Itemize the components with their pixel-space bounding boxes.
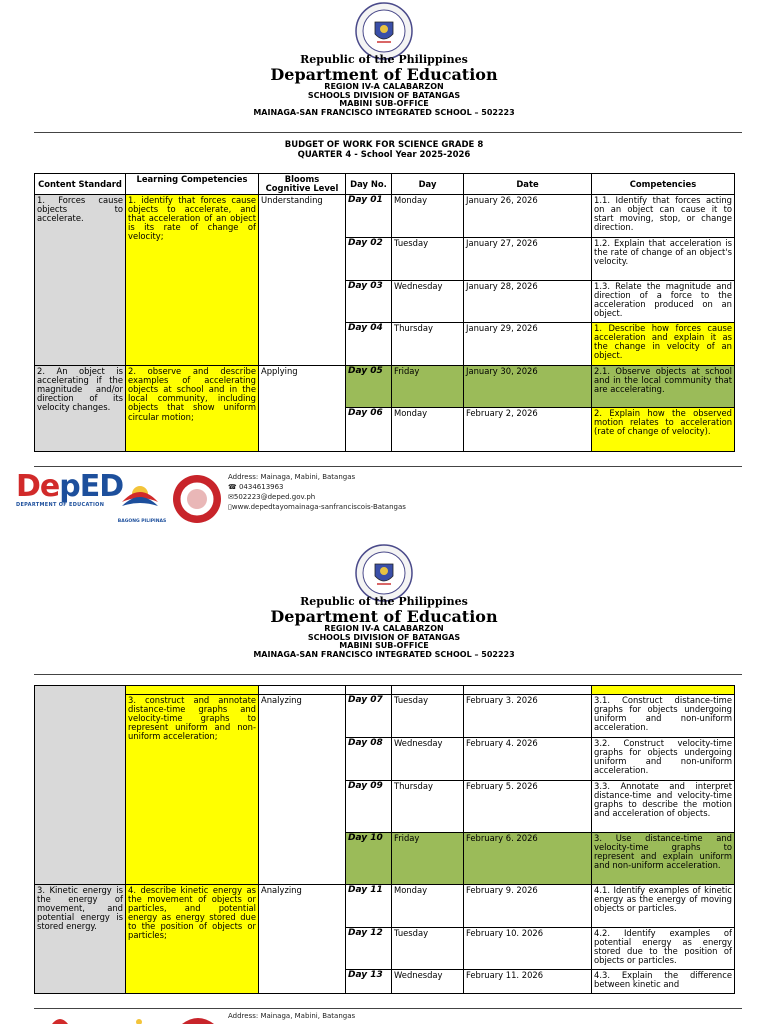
- day-no-cell: Day 06: [346, 408, 392, 452]
- deped-logo-partial-icon: [50, 1014, 70, 1024]
- budget-title: [0, 141, 768, 161]
- footer-website: ▯www.depedtayomainaga-sanfranciscois-Batangas: [228, 503, 406, 512]
- footer-address: Address: Mainaga, Mabini, Batangas: [228, 473, 356, 481]
- day-no-cell: Day 11: [346, 885, 392, 928]
- blooms-cell: [259, 686, 346, 695]
- blooms-cell: Analyzing: [259, 885, 346, 994]
- competency-cell: 1. Describe how forces cause acceleration and explain it as the change in velocity of an object.: [592, 323, 735, 366]
- suboffice-line: MABINI SUB-OFFICE: [339, 99, 429, 109]
- region-line: REGION IV-A CALABARZON: [324, 624, 444, 634]
- competency-cell: [592, 686, 735, 695]
- col-competencies: Competencies: [592, 174, 735, 195]
- date-cell: February 3. 2026: [464, 695, 592, 738]
- date-cell: [464, 686, 592, 695]
- department-line: Department of Education: [270, 64, 498, 84]
- competency-cell: 3.1. Construct distance-time graphs for objects undergoing uniform and non-uniform acceleration.: [592, 695, 735, 738]
- school-seal-icon: [172, 474, 222, 524]
- division-line: SCHOOLS DIVISION OF BATANGAS: [307, 90, 461, 100]
- learning-competency-cell: 2. observe and describe examples of accelerating objects at school and in the local community, including objects that show uniform circular motion;: [126, 366, 259, 452]
- col-learning-competencies: Learning Competencies: [126, 174, 259, 195]
- date-cell: February 4. 2026: [464, 738, 592, 781]
- date-cell: February 6. 2026: [464, 833, 592, 885]
- footer-contact: [228, 1011, 355, 1021]
- day-no-cell: Day 10: [346, 833, 392, 885]
- title-line-1: BUDGET OF WORK FOR SCIENCE GRADE 8: [284, 140, 484, 150]
- footer-address: Address: Mainaga, Mabini, Batangas: [228, 1012, 356, 1020]
- learning-competency-cell: 4. describe kinetic energy as the movement of objects or particles, and potential energy as energy stored due to the position of objects or particles;: [126, 885, 259, 994]
- day-no-cell: Day 07: [346, 695, 392, 738]
- competency-cell: 3.2. Construct velocity-time graphs for objects undergoing uniform and non-uniform acceleration.: [592, 738, 735, 781]
- division-line: SCHOOLS DIVISION OF BATANGAS: [307, 632, 461, 642]
- footer-phone: ☎ 0434613963: [228, 483, 284, 492]
- header-rule: [34, 132, 742, 133]
- blooms-cell: Analyzing: [259, 695, 346, 885]
- table-row: [35, 695, 735, 738]
- budget-table-page-1: [34, 173, 735, 452]
- table-row: [35, 366, 735, 408]
- day-cell: Tuesday: [392, 928, 464, 970]
- day-cell: Monday: [392, 408, 464, 452]
- deped-seal-icon: [355, 544, 413, 602]
- footer-email: ✉502223@deped.gov.ph: [228, 493, 316, 502]
- budget-table-page-2: [34, 685, 735, 994]
- day-no-cell: Day 09: [346, 781, 392, 833]
- letterhead: [0, 596, 768, 659]
- day-no-cell: Day 08: [346, 738, 392, 781]
- learning-competency-cell: 1. identify that forces cause objects to accelerate, and that acceleration of an object is its rate of change of velocity;: [126, 195, 259, 366]
- day-no-cell: Day 01: [346, 195, 392, 238]
- content-standard-cell: [35, 686, 126, 885]
- date-cell: February 2, 2026: [464, 408, 592, 452]
- bagong-pilipinas-logo-icon: [116, 472, 164, 520]
- footer-rule: [34, 1008, 742, 1009]
- date-cell: January 30, 2026: [464, 366, 592, 408]
- date-cell: January 26, 2026: [464, 195, 592, 238]
- school-line: MAINAGA-SAN FRANCISCO INTEGRATED SCHOOL – 502223: [253, 107, 515, 117]
- footer-contact: [228, 472, 406, 513]
- day-no-cell: Day 12: [346, 928, 392, 970]
- day-cell: Friday: [392, 366, 464, 408]
- day-cell: Monday: [392, 885, 464, 928]
- day-cell: Wednesday: [392, 281, 464, 323]
- header-rule: [34, 674, 742, 675]
- competency-cell: 2.1. Observe objects at school and in the local community that are accelerating.: [592, 366, 735, 408]
- table-header-row: [35, 174, 735, 195]
- day-no-cell: [346, 686, 392, 695]
- day-cell: Wednesday: [392, 738, 464, 781]
- bagong-pilipinas-caption: BAGONG PILIPINAS: [117, 519, 167, 524]
- day-no-cell: Day 03: [346, 281, 392, 323]
- content-standard-cell: 1. Forces cause objects to accelerate.: [35, 195, 126, 366]
- day-no-cell: Day 05: [346, 366, 392, 408]
- competency-cell: 4.1. Identify examples of kinetic energy as the energy of moving objects or particles.: [592, 885, 735, 928]
- bagong-pilipinas-partial-icon: [124, 1016, 154, 1024]
- date-cell: February 9. 2026: [464, 885, 592, 928]
- day-cell: Wednesday: [392, 970, 464, 994]
- competency-cell: 1.2. Explain that acceleration is the rate of change of an object's velocity.: [592, 238, 735, 281]
- day-cell: Friday: [392, 833, 464, 885]
- competency-cell: 3. Use distance-time and velocity-time graphs to represent and explain uniform and non-uniform acceleration.: [592, 833, 735, 885]
- date-cell: February 5. 2026: [464, 781, 592, 833]
- day-cell: Thursday: [392, 781, 464, 833]
- republic-line: Republic of the Philippines: [300, 53, 468, 66]
- date-cell: February 11. 2026: [464, 970, 592, 994]
- phone-icon: ☎: [228, 483, 237, 492]
- competency-cell: 1.3. Relate the magnitude and direction of a force to the acceleration produced on an object.: [592, 281, 735, 323]
- content-standard-cell: 3. Kinetic energy is the energy of movement, and potential energy is stored energy.: [35, 885, 126, 994]
- day-no-cell: Day 13: [346, 970, 392, 994]
- learning-competency-cell: [126, 686, 259, 695]
- col-day-no: Day No.: [346, 174, 392, 195]
- day-no-cell: Day 04: [346, 323, 392, 366]
- table-row: [35, 686, 735, 695]
- day-cell: [392, 686, 464, 695]
- suboffice-line: MABINI SUB-OFFICE: [339, 641, 429, 651]
- competency-cell: 2. Explain how the observed motion relates to acceleration (rate of change of velocity).: [592, 408, 735, 452]
- day-cell: Tuesday: [392, 695, 464, 738]
- day-no-cell: Day 02: [346, 238, 392, 281]
- web-icon: ▯: [228, 503, 232, 512]
- letterhead: [0, 54, 768, 117]
- col-blooms: Blooms Cognitive Level: [259, 174, 346, 195]
- competency-cell: 1.1. Identify that forces acting on an object can cause it to start moving, stop, or change direction.: [592, 195, 735, 238]
- school-seal-partial-icon: [180, 1016, 216, 1024]
- footer-rule: [34, 466, 742, 467]
- day-cell: Monday: [392, 195, 464, 238]
- date-cell: January 27, 2026: [464, 238, 592, 281]
- date-cell: January 29, 2026: [464, 323, 592, 366]
- region-line: REGION IV-A CALABARZON: [324, 82, 444, 92]
- competency-cell: 4.2. Identify examples of potential energy as energy stored due to the position of objects or particles.: [592, 928, 735, 970]
- title-line-2: QUARTER 4 - School Year 2025-2026: [297, 149, 471, 160]
- deped-logo: DepED DEPARTMENT OF EDUCATION: [16, 469, 124, 508]
- competency-cell: 3.3. Annotate and interpret distance-time and velocity-time graphs to describe the motion and acceleration of objects.: [592, 781, 735, 833]
- day-cell: Thursday: [392, 323, 464, 366]
- blooms-cell: Understanding: [259, 195, 346, 366]
- department-line: Department of Education: [270, 606, 498, 626]
- blooms-cell: Applying: [259, 366, 346, 452]
- col-day: Day: [392, 174, 464, 195]
- day-cell: Tuesday: [392, 238, 464, 281]
- table-row: [35, 195, 735, 238]
- competency-cell: 4.3. Explain the difference between kinetic and: [592, 970, 735, 994]
- learning-competency-cell: 3. construct and annotate distance-time graphs and velocity-time graphs to represent uniform and non-uniform acceleration;: [126, 695, 259, 885]
- email-icon: ✉: [228, 493, 234, 502]
- date-cell: January 28, 2026: [464, 281, 592, 323]
- col-date: Date: [464, 174, 592, 195]
- col-content-standard: Content Standard: [35, 174, 126, 195]
- deped-logo-tag: DEPARTMENT OF EDUCATION: [16, 502, 105, 508]
- school-line: MAINAGA-SAN FRANCISCO INTEGRATED SCHOOL – 502223: [253, 649, 515, 659]
- date-cell: February 10. 2026: [464, 928, 592, 970]
- table-row: [35, 885, 735, 928]
- content-standard-cell: 2. An object is accelerating if the magnitude and/or direction of its velocity changes.: [35, 366, 126, 452]
- republic-line: Republic of the Philippines: [300, 595, 468, 608]
- document-page-2: [0, 542, 768, 1024]
- deped-seal-icon: [355, 2, 413, 60]
